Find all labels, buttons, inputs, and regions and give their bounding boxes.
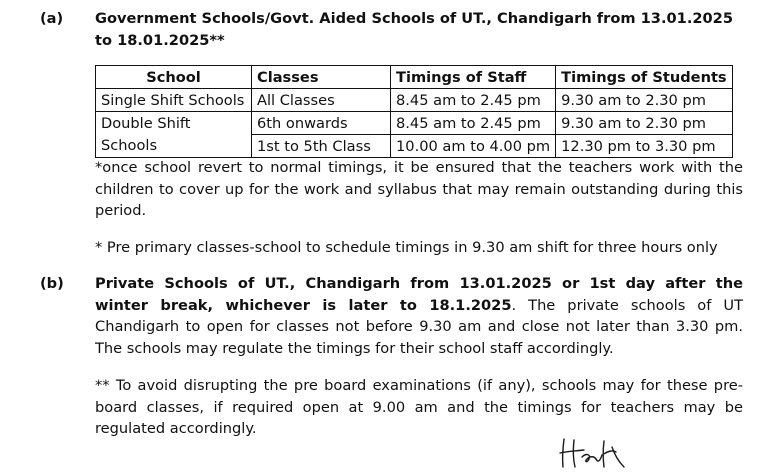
table-header-row	[96, 66, 733, 89]
table-cell: Schools	[96, 135, 252, 158]
table-row	[96, 89, 733, 112]
section-a-note-pre-primary: * Pre primary classes-school to schedule timings in 9.30 am shift for three hours only	[95, 239, 718, 256]
table-header-cell: Timings of Staff	[391, 66, 556, 89]
timings-table	[95, 65, 733, 158]
section-b-label: (b)	[40, 275, 64, 292]
table-cell: 9.30 am to 2.30 pm	[556, 112, 733, 135]
table-cell: All Classes	[252, 89, 391, 112]
section-a-label: (a)	[40, 10, 64, 27]
table-cell: 9.30 am to 2.30 pm	[556, 89, 733, 112]
table-cell: Single Shift Schools	[96, 89, 252, 112]
section-a-heading: Government Schools/Govt. Aided Schools of UT., Chandigarh from 13.01.2025 to 18.01.2025**	[95, 10, 733, 49]
table-cell: 1st to 5th Class	[252, 135, 391, 158]
table-cell: Double Shift	[96, 112, 252, 135]
table-cell: 8.45 am to 2.45 pm	[391, 89, 556, 112]
table-cell: 10.00 am to 4.00 pm	[391, 135, 556, 158]
table-cell: 8.45 am to 2.45 pm	[391, 112, 556, 135]
table-cell: 12.30 pm to 3.30 pm	[556, 135, 733, 158]
section-b-body: . The private schools of UT Chandigarh to open for classes not before 9.30 am and close not later than 3.30 pm. The schools may regulate the timings for their school staff accordingly.	[95, 296, 743, 357]
table-header-cell: School	[96, 66, 252, 89]
table-row	[96, 135, 733, 158]
table-header-cell: Timings of Students	[556, 66, 733, 89]
table-row	[96, 112, 733, 135]
section-b-paragraph	[95, 273, 743, 359]
section-a-note-outstanding-work: *once school revert to normal timings, it be ensured that the teachers work with the children to cover up for the work and syllabus that may remain outstanding during this period.	[95, 159, 743, 219]
section-b-heading: Private Schools of UT., Chandigarh from 13.01.2025 or 1st day after the winter break, whichever is later to 18.1.2025	[95, 275, 743, 314]
table-header-cell: Classes	[252, 66, 391, 89]
table-cell: 6th onwards	[252, 112, 391, 135]
section-b-note-pre-board: ** To avoid disrupting the pre board examinations (if any), schools may for these pre-board classes, if required open at 9.00 am and the timings for teachers may be regulated accordingly.	[95, 377, 743, 437]
